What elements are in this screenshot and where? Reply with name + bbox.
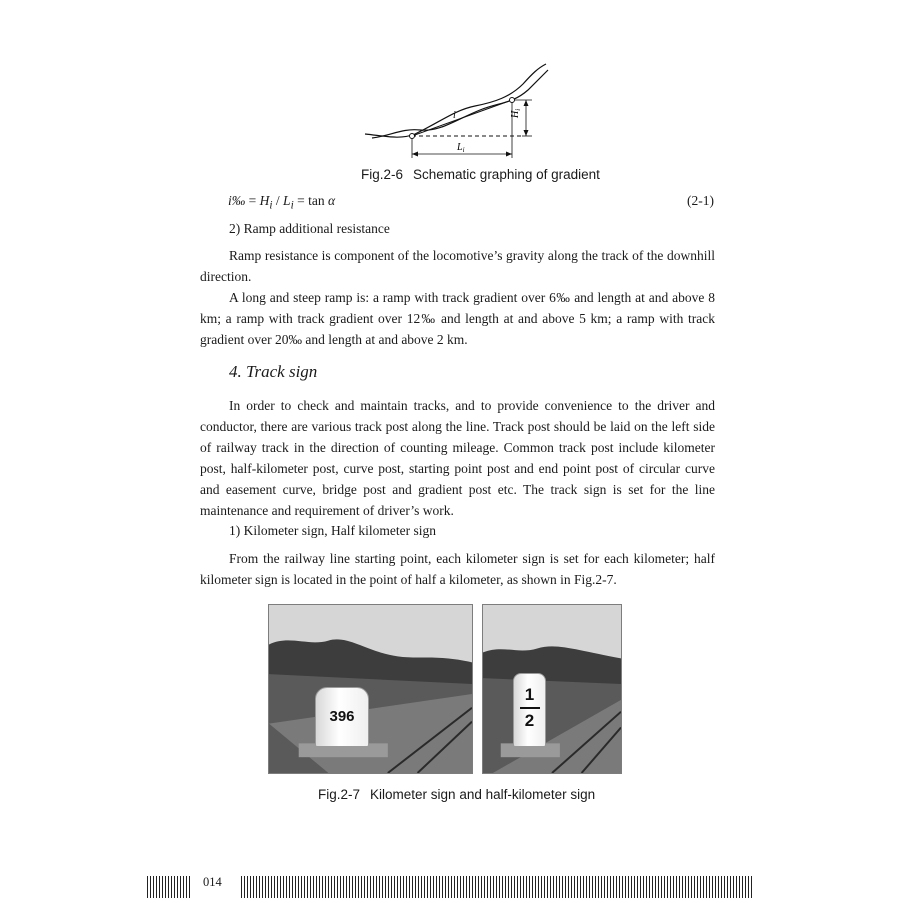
start-point-marker <box>410 134 415 139</box>
half-kilometer-post <box>513 673 546 747</box>
equation-number: (2-1) <box>687 193 714 208</box>
height-arrow-down <box>524 130 529 136</box>
length-label: $L_i$ <box>457 142 465 154</box>
subheading-ramp-resistance: 2) Ramp additional resistance <box>229 221 390 236</box>
railway-scene-2 <box>483 605 621 773</box>
equation-body: i‰ = $H_i / L_i = \tan \alpha$ <box>228 193 336 212</box>
kilometer-post: 396 <box>315 687 369 747</box>
track-profile-curve-b <box>372 70 548 138</box>
half-kilometer-sign-photo <box>482 604 622 774</box>
caption-number: Fig.2-7 <box>318 787 361 802</box>
paragraph-ramp-resistance: Ramp resistance is component of the locomotive’s gravity along the track of the downhill direction. <box>200 248 715 284</box>
height-label: $H_i$ <box>510 108 522 118</box>
gradient-label: i <box>453 110 456 121</box>
fraction-bar <box>520 707 540 709</box>
paragraph-kilometer-sign: From the railway line starting point, each kilometer sign is set for each kilometer; half kilometer sign is located in the point of half a kilometer, as shown in Fig.2-7. <box>200 551 715 587</box>
track-profile-curve-a <box>365 64 546 137</box>
subheading-kilometer-sign: 1) Kilometer sign, Half kilometer sign <box>229 523 436 538</box>
length-arrow-right <box>506 152 512 157</box>
figure-2-7-caption <box>318 787 595 802</box>
gradient-schematic <box>360 62 555 164</box>
caption-text: Kilometer sign and half-kilometer sign <box>370 787 596 802</box>
paragraph-long-steep-ramp: A long and steep ramp is: a ramp with track gradient over 6‰ and length at and above 8 km; a ramp with track gradient over 12‰ and length at and above 5 km; a ramp with track gradient over 20‰ and length at and above 2 km. <box>200 290 715 347</box>
footer-bar-left <box>147 876 190 898</box>
end-point-marker <box>510 98 515 103</box>
caption-number: Fig.2-6 <box>361 167 404 182</box>
fraction-numerator: 1 <box>524 685 535 704</box>
section-heading-track-sign: 4. Track sign <box>229 362 318 381</box>
equation-2-1 <box>228 193 716 211</box>
caption-text: Schematic graphing of gradient <box>413 167 600 182</box>
paragraph-track-post: In order to check and maintain tracks, and to provide convenience to the driver and conductor, there are various track post along the line. Track post should be laid on the left side of railway track in the direction of counting mileage. Common track post include kilometer post, half-kilometer post, curve post, starting point post and end point post of circular curve and easement curve, bridge post and gradient post etc. The track sign is set for the line maintenance and requirement of driver’s work. <box>200 398 715 518</box>
fraction-denominator: 2 <box>524 711 535 730</box>
kilometer-sign-photo <box>268 604 473 774</box>
height-arrow-up <box>524 100 529 106</box>
railway-scene <box>269 605 472 773</box>
length-arrow-left <box>412 152 418 157</box>
figure-2-6-caption <box>361 167 600 182</box>
footer-bar-right <box>241 876 753 898</box>
page-number: 014 <box>203 875 222 889</box>
gradient-line <box>412 100 512 136</box>
